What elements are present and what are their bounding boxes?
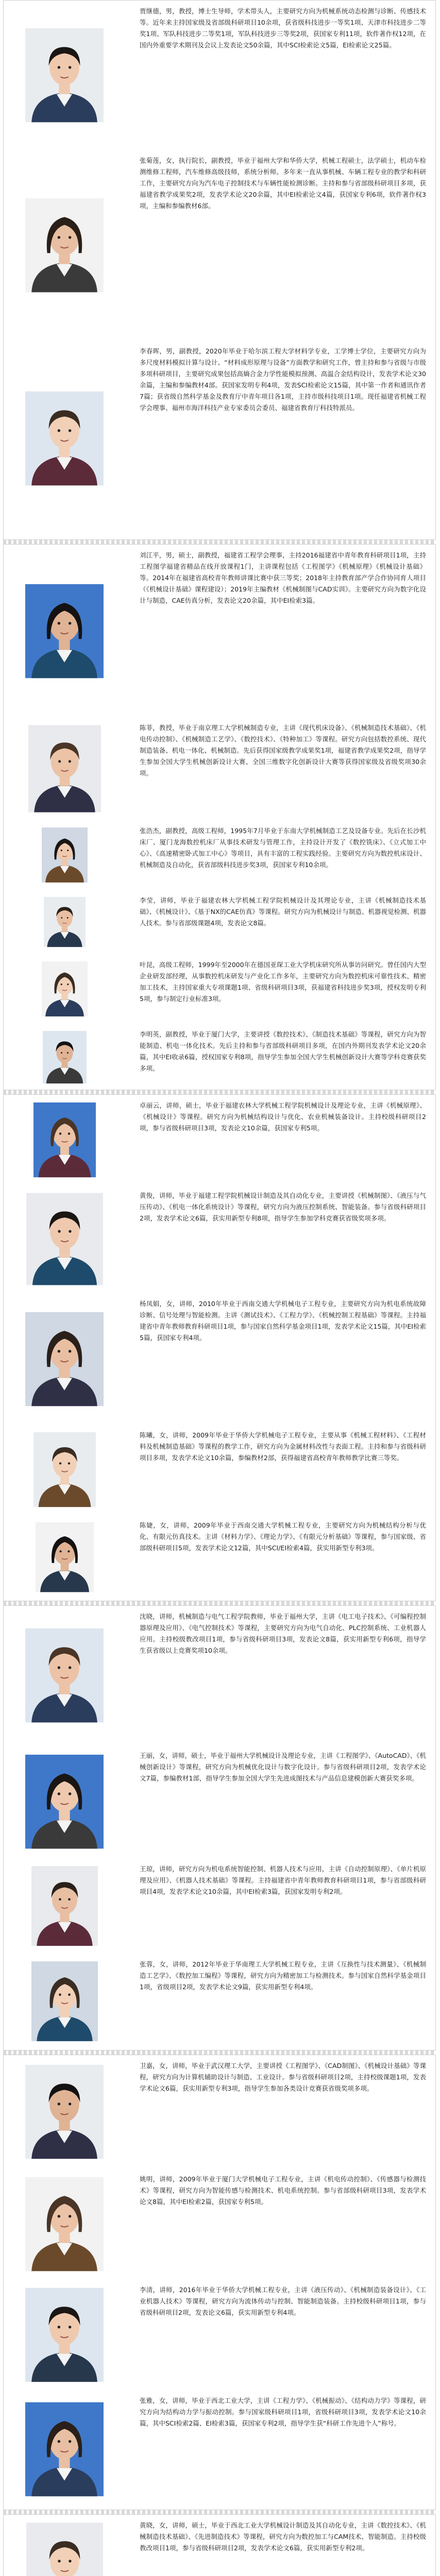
faculty-profile: [4, 1745, 435, 1858]
profile-section: [3, 2055, 436, 2510]
faculty-profile: [4, 820, 435, 890]
faculty-profile: [4, 2279, 435, 2390]
faculty-bio: 卫嘉，女，讲师，毕业于武汉理工大学，主要讲授《工程图学》、《CAD制图》、《机械设计基础》等课程，研究方向为计算机辅助设计与制造、工业设计。参与省级科研项目2项，主持校级课题1项，发表学术论文6篇，获实用新型专利3项，指导学生参加各类设计竞赛获省级奖项多项。: [140, 2062, 426, 2092]
portrait-photo: [26, 2521, 103, 2576]
faculty-profile: [4, 2515, 435, 2576]
faculty-profile: [4, 717, 435, 820]
faculty-profile: [4, 545, 435, 717]
faculty-profile: [4, 1954, 435, 2049]
faculty-bio: 陈婕，女，讲师，2009年毕业于西南交通大学机械工程专业，主要研究方向为机械结构分析与优化、有限元仿真技术。主讲《材料力学》、《理论力学》、《有限元分析基础》等课程，参与国家级、省部级科研项目5项，发表学术论文12篇，其中SCI/EI检索4篇，获实用新型专利3项。: [140, 1521, 426, 1552]
profile-section: [3, 1605, 436, 2050]
faculty-bio: 沈晓，讲师，机械制造与电气工程学院教师，毕业于福州大学，主讲《电工电子技术》、《可编程控制器原理及应用》、《电气控制技术》等课程，主要研究方向为电气自动化、PLC控制系统、工业机器人应用。主持校级教改项目1项，参与省级科研项目3项，发表论文8篇，获实用新型专利6项，指导学生获省级以上竞赛奖项10余项。: [140, 1613, 426, 1654]
portrait-photo: [43, 1030, 87, 1084]
faculty-photo: [11, 826, 118, 884]
faculty-photo: [11, 723, 118, 814]
portrait-photo: [25, 1753, 104, 1851]
section-divider: [3, 1090, 436, 1094]
faculty-profile: [4, 341, 435, 536]
faculty-bio: 叶昆，高级工程师，1999年至2000年在德国亚琛工业大学机床研究所从事访问研究。曾任国内大型企业研发部经理，从事数控机床研发与产业化工作多年，主要研究方向为数控机床可靠性技术、精密加工技术，主持国家重大专项课题1项、省级科研项目3项，获福建省科技进步奖3项，授权发明专利5项，参与制定行业标准3项。: [140, 961, 426, 1003]
faculty-photo: [11, 960, 118, 1018]
faculty-bio: 卓丽云，讲师，硕士，毕业于福建农林大学机械工程学院机械设计及理论专业，主讲《机械原理》、《机械设计》等课程。研究方向为机械结构设计与优化、农业机械装备设计。主持校级科研项目2项，参与省级科研项目3项，发表论文10余篇，获国家专利5项。: [140, 1101, 426, 1132]
portrait-photo: [33, 1101, 96, 1179]
portrait-photo: [25, 196, 104, 294]
faculty-profile: [4, 1, 435, 150]
faculty-bio: 黄俊，讲师，毕业于福建工程学院机械设计制造及其自动化专业，主要讲授《机械制图》、《液压与气压传动》、《机电一体化系统设计》等课程，研究方向为液压控制系统、智能装备。参与省级科研项目2项，发表学术论文6篇，获实用新型专利8项，指导学生参加学科竞赛获省级奖项多项。: [140, 1192, 426, 1222]
faculty-profile: [4, 1606, 435, 1745]
portrait-photo: [44, 896, 86, 948]
section-divider: [3, 2050, 436, 2055]
profile-section: [3, 544, 436, 1090]
faculty-bio: 陈曦，女，讲师，2009年毕业于华侨大学机械电子工程专业，主要从事《机械工程材料》、《工程材料及机械制造基础》等课程的教学工作，研究方向为金属材料改性与表面工程。主持和参与省级科研项目多项，发表学术论文10余篇，参编教材2部，获得福建省高校青年教师教学比赛三等奖。: [140, 1431, 426, 1462]
faculty-photo: [11, 389, 118, 487]
faculty-profile: [4, 1185, 435, 1293]
portrait-photo: [25, 26, 104, 124]
faculty-bio: 张浩杰，副教授，高级工程师，1995年7月毕业于东南大学机械制造工艺及设备专业。先后在长沙机床厂、厦门龙海数控机床厂从事技术研发与管理工作，主持设计开发了《数控铣床》、《立式加工中心》、《高速精密卧式加工中心》等项目，具有丰富的工程实践经验。主要研究方向为数控机床设计、机械制造及自动化，获省部级科技进步奖3项，获国家专利10余项。: [140, 827, 426, 869]
faculty-bio: 姚明，讲师，2009年毕业于厦门大学机械电子工程专业，主讲《机电传动控制》、《传感器与检测技术》等课程，研究方向为智能传感与检测技术、机电系统控制。参与省部级科研项目3项，发表学术论文8篇，其中EI检索2篇，获国家专利5项。: [140, 2175, 426, 2206]
faculty-photo: [11, 26, 118, 124]
faculty-photo: [11, 1191, 118, 1287]
faculty-bio: 杨凤娟，女，讲师，2010年毕业于西南交通大学机械电子工程专业，主要研究方向为机电系统故障诊断、信号处理与智能检测。主讲《测试技术》、《工程力学》、《机械控制工程基础》等课程。主持福建省中青年教师教育科研项目1项，参与国家自然科学基金项目1项，发表学术论文15篇，其中EI检索5篇，获国家专利4项。: [140, 1300, 426, 1342]
portrait-photo: [26, 1191, 103, 1287]
portrait-photo: [31, 1865, 98, 1947]
faculty-profile: [4, 1858, 435, 1954]
faculty-profile: [4, 1293, 435, 1425]
faculty-photo: [11, 1101, 118, 1179]
faculty-bio: 贾继德，男，教授，博士生导师，学术带头人，主要研究方向为机械系统动态检测与诊断、传感技术等。近年来主持国家级及省部级科研项目10余项，获省级科技进步一等奖1项、天津市科技进步二等奖1项、军队科技进步二等奖1项，军队科技进步三等奖2项，获国家专利11项，软件著作权12项，在国内外重要学术期刊及会议上发表论文50余篇，其中SCI检索论文5篇，EI检索论文25篇。: [140, 7, 426, 49]
portrait-photo: [25, 2063, 104, 2161]
faculty-profile: [4, 1095, 435, 1185]
portrait-photo: [25, 2175, 104, 2273]
faculty-bio: 张雅，女，讲师，毕业于西北工业大学，主讲《工程力学》、《机械振动》、《结构动力学》等课程，研究方向为结构动力学与振动控制。参与国家级科研项目1项，省级科研项目3项，发表学术论文10余篇，其中SCI检索2篇、EI检索3篇，获国家专利2项，指导学生获“科研工作先进个人”称号。: [140, 2397, 426, 2427]
faculty-profile: [4, 1024, 435, 1091]
faculty-photo: [11, 1521, 118, 1594]
faculty-profile: [4, 2168, 435, 2279]
faculty-photo: [11, 2521, 118, 2576]
portrait-photo: [36, 1521, 94, 1594]
profile-section: [3, 0, 436, 540]
portrait-photo: [25, 582, 104, 680]
faculty-photo: [11, 1431, 118, 1509]
faculty-bio: 张菊莲，女，执行院长，副教授，毕业于福州大学和华侨大学，机械工程硕士，法学硕士，机动车检测维修工程师，汽车维修高级技师，系统分析师。多年来一直从事机械、车辆工程专业的教学和科研工作，主要研究方向为汽车电子控制技术与车辆性能检测诊断。主持和参与省部级科研项目多项，获福建省教学成果奖2项，发表学术论文20余篇，其中EI检索论文4篇，获国家专利6项，软件著作权3项，主编和参编教材6部。: [140, 157, 426, 210]
portrait-photo: [42, 960, 88, 1018]
profile-section: [3, 2514, 436, 2576]
faculty-profile: [4, 1425, 435, 1515]
faculty-photo: [11, 582, 118, 680]
faculty-bio: 刘江平，男，硕士，副教授，福建省工程学会理事，主持2016福建省中青年教育科研项目1项，主持工程图学福建省精品在线开放课程1门，主讲课程包括《工程图学》《机械原理》《机械设计基础》等。2014年在福建省高校青年教师讲课比赛中获三等奖；2018年主持教育部产学合作协同育人项目（《机械设计基础》课程建设）；2019年主编教材《机械制图与CAD实训》。主要研究方向为数字化设计与制造，CAE仿真分析，发表论文20余篇，其中EI检索3篇。: [140, 551, 426, 604]
faculty-bio: 李清，讲师，2016年毕业于华侨大学机械工程专业，主讲《液压传动》、《机械制造装备设计》、《工业机器人技术》等课程，研究方向为流体传动与控制、智能制造装备。主持校级科研项目1项，参与省级科研项目2项，发表论文6篇，获实用新型专利4项。: [140, 2286, 426, 2316]
faculty-photo: [11, 1030, 118, 1084]
faculty-photo: [11, 896, 118, 948]
faculty-photo: [11, 1865, 118, 1947]
portrait-photo: [25, 1310, 104, 1408]
portrait-photo: [42, 826, 88, 884]
faculty-photo: [11, 1960, 118, 2043]
faculty-bio: 黄晓，女，讲师，硕士，毕业于西北工业大学机械设计制造及其自动化专业，主讲《数控技术》、《机械制造技术基础》、《先进制造技术》等课程，研究方向为数控加工与CAM技术、智能制造。主持校级教改项目1项，参与省级科研项目2项，发表学术论文6篇，获实用新型专利2项。: [140, 2521, 426, 2552]
faculty-profile: [4, 150, 435, 341]
portrait-photo: [25, 1626, 104, 1724]
portrait-photo: [25, 2400, 104, 2498]
faculty-bio: 张蓉，女，讲师，2012年毕业于华南理工大学机械工程专业，主讲《互换性与技术测量》、《机械制造工艺学》、《数控加工编程》等课程，研究方向为精密加工与检测技术。参与国家自然科学基金项目1项，省级项目2项，发表学术论文9篇，获实用新型专利4项。: [140, 1960, 426, 1991]
portrait-photo: [28, 723, 101, 814]
faculty-photo: [11, 2400, 118, 2498]
portrait-photo: [33, 1431, 96, 1509]
section-divider: [3, 2510, 436, 2514]
faculty-bio: 王丽，女，讲师，硕士，毕业于福州大学机械设计及理论专业，主讲《工程图学》、《AutoCAD》、《机械创新设计》等课程，研究方向为机械优化设计与数字化设计。参与省级科研项目2项，发表学术论文7篇，参编教材1部，指导学生参加全国大学生先进成图技术与产品信息建模创新大赛获奖多项。: [140, 1752, 426, 1782]
faculty-profile: [4, 1515, 435, 1600]
portrait-photo: [31, 1960, 98, 2043]
portrait-photo: [25, 389, 104, 487]
faculty-profile: [4, 954, 435, 1024]
section-divider: [3, 540, 436, 544]
faculty-bio: 陈菲，教授，毕业于南京理工大学机械制造专业，主讲《现代机床设备》、《机械制造技术基础》、《机电传动控制》、《机械制造工艺学》、《数控技术》、《特种加工》等课程。研究方向包括数控系统、现代制造装备、机电一体化、机械制造。先后获得国家级教学成果奖1项，福建省教学成果奖2项，指导学生参加全国大学生机械创新设计大赛、全国三维数字化创新设计大赛等获得国家级及省级奖项30余项。: [140, 724, 426, 777]
faculty-bio: 李莹，讲师，毕业于福建农林大学机械工程学院机械设计及其理论专业，主讲《机械制造技术基础》、《机械设计》、《基于NX的CAE仿真》等课程。研究方向为机械设计与制造、机器视觉检测、机器人技术。参与省部级课题4项，发表论文8篇。: [140, 896, 426, 927]
portrait-photo: [25, 2286, 104, 2384]
faculty-photo: [11, 2063, 118, 2161]
faculty-bio: 李明英，副教授，毕业于厦门大学，主要讲授《数控技术》、《制造技术基础》等课程，研究方向为智能制造、机电一体化技术。先后主持和参与省部级科研项目多项，在国内外期刊发表学术论文20余篇，其中EI收录6篇，授权国家专利8项，指导学生参加全国大学生机械创新设计大赛等学科竞赛获奖多项。: [140, 1030, 426, 1072]
faculty-photo: [11, 1626, 118, 1724]
faculty-photo: [11, 1753, 118, 1851]
faculty-photo: [11, 2286, 118, 2384]
faculty-photo: [11, 1310, 118, 1408]
faculty-photo: [11, 2175, 118, 2273]
profile-section: [3, 1094, 436, 1601]
faculty-bio: 李春晖，男，副教授，2020年毕业于哈尔滨工程大学材料学专业，工学博士学位，主要研究方向为多尺度材料模拟计算与设计、“材料成形原理与设备”方面教学和研究工作，曾主持和参与省级与市级多项科研项目，主要研究成果包括高熵合金力学性能模拟预测、高温合金结构设计，发表学术论文30余篇，主编和参编教材4部。获国家发明专利4项，发表SCI检索论文15篇，其中第一作者和通讯作者7篇；获省级自然科学基金及教育厅中青年项目各1项，主持市级科技项目1项。现任福建省机械工程学会理事、福州市海洋科技产业专家委员会委员、福建省教育厅科技特派员。: [140, 347, 426, 412]
section-divider: [3, 1601, 436, 1605]
faculty-profile: [4, 2390, 435, 2509]
faculty-profile: [4, 2055, 435, 2168]
faculty-bio: 王琼，讲师，研究方向为机电系统智能控制、机器人技术与应用，主讲《自动控制原理》、《单片机原理及应用》、《机器人技术基础》等课程。主持福建省中青年教师教育科研项目1项，参与省部级科研项目4项，发表学术论文10余篇，其中EI检索3篇，获国家发明专利2项。: [140, 1865, 426, 1895]
faculty-profile: [4, 890, 435, 954]
faculty-photo: [11, 196, 118, 294]
